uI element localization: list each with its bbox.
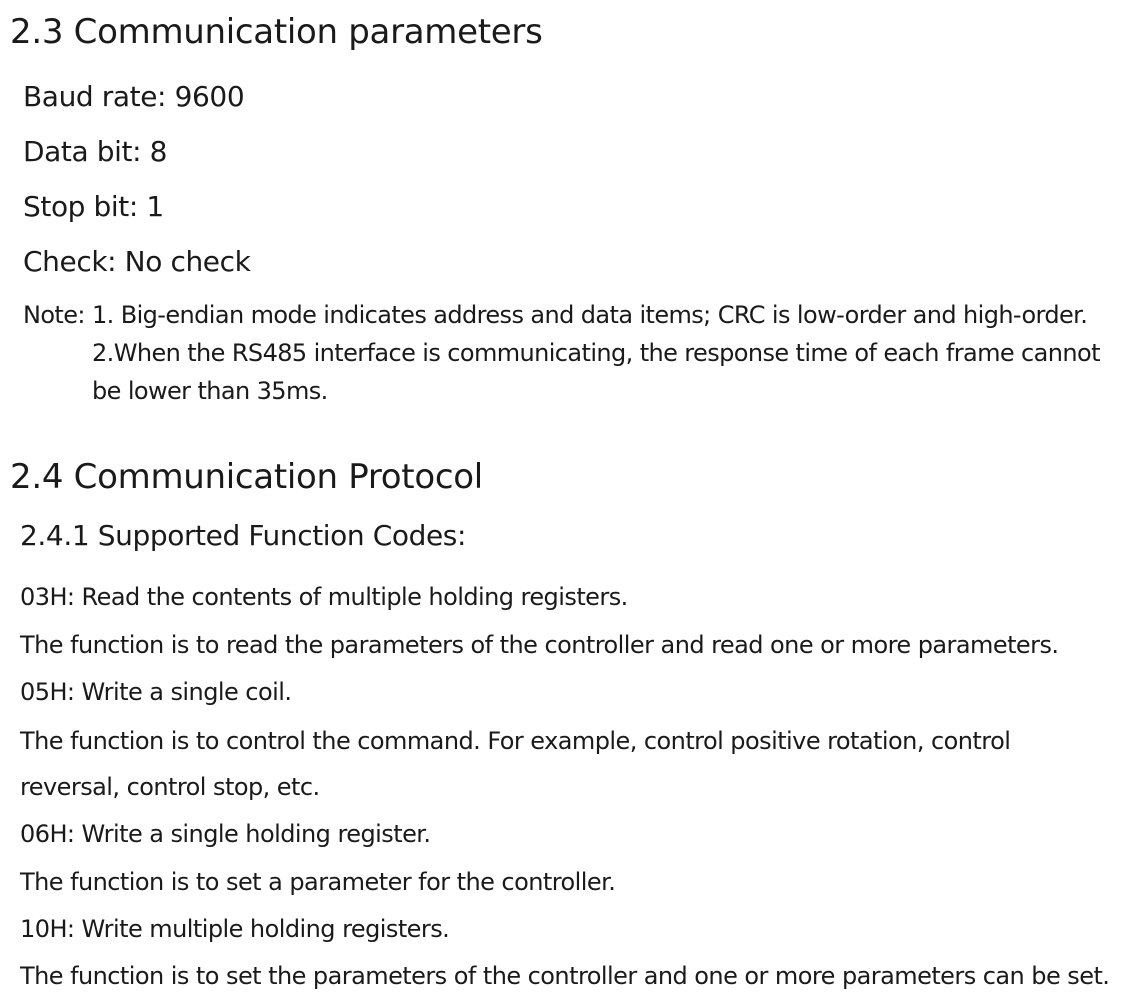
function-description-05h-line-2: reversal, control stop, etc. — [20, 773, 320, 801]
note-line-3: be lower than 35ms. — [92, 377, 328, 405]
param-check: Check: No check — [23, 245, 251, 278]
note-label: Note: — [23, 301, 85, 329]
param-stop-bit: Stop bit: 1 — [23, 190, 164, 223]
note-line-1: 1. Big-endian mode indicates address and data items; CRC is low-order and high-order. — [92, 301, 1088, 329]
function-description-06h: The function is to set a parameter for the controller. — [20, 868, 616, 896]
function-description-05h-line-1: The function is to control the command. For example, control positive rotation, control — [20, 727, 1011, 755]
param-data-bit: Data bit: 8 — [23, 135, 168, 168]
note-line-2: 2.When the RS485 interface is communicating, the response time of each frame cannot — [92, 339, 1100, 367]
function-code-06h: 06H: Write a single holding register. — [20, 820, 431, 848]
section-heading-communication-protocol: 2.4 Communication Protocol — [10, 457, 483, 497]
function-code-05h: 05H: Write a single coil. — [20, 678, 292, 706]
param-baud-rate: Baud rate: 9600 — [23, 80, 245, 113]
function-description-03h: The function is to read the parameters of the controller and read one or more parameters. — [20, 631, 1059, 659]
function-code-10h: 10H: Write multiple holding registers. — [20, 915, 450, 943]
section-heading-communication-parameters: 2.3 Communication parameters — [10, 12, 543, 52]
subheading-supported-function-codes: 2.4.1 Supported Function Codes: — [20, 519, 467, 552]
function-description-10h: The function is to set the parameters of the controller and one or more parameters can be set. — [20, 962, 1110, 990]
function-code-03h: 03H: Read the contents of multiple holding registers. — [20, 583, 628, 611]
